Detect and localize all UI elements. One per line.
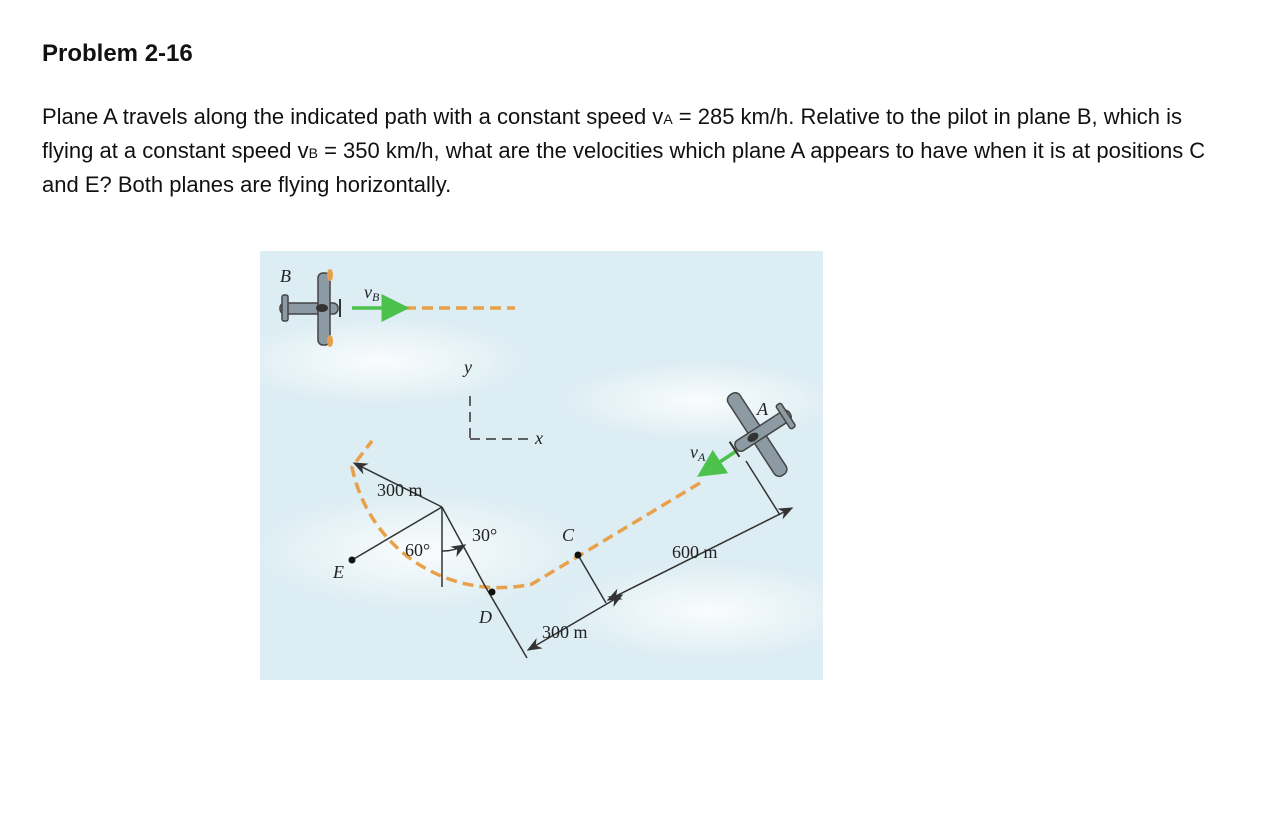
- figure-canvas: [260, 251, 823, 680]
- radius-300-label: 300 m: [377, 480, 423, 500]
- dimension-300-bottom-label: 300 m: [542, 622, 588, 642]
- point-c-label: C: [562, 525, 575, 545]
- point-e-label: E: [333, 562, 344, 582]
- statement-part-1: Plane A travels along the indicated path with a constant speed v: [42, 104, 664, 129]
- x-axis-label: x: [535, 428, 543, 448]
- statement-part-3: = 350 km/h, what are the velocities which plane A appears to have when it is at positions C and E? Both planes are flying horizontally.: [42, 138, 1206, 197]
- problem-statement: [42, 101, 1232, 200]
- statement-part-2: = 285 km/h. Relative to the pilot in plane B, which is flying at a constant speed v: [42, 104, 1182, 163]
- angle-60-label: 60°: [405, 540, 431, 560]
- y-axis-label: y: [464, 357, 472, 377]
- subscript-a: A: [663, 111, 673, 127]
- subscript-b: B: [308, 145, 318, 161]
- va-subscript: A: [698, 450, 706, 464]
- point-d-marker: [489, 589, 496, 596]
- problem-title: Problem 2-16: [42, 40, 193, 67]
- problem-figure: [260, 251, 823, 680]
- plane-b-label: B: [280, 266, 291, 286]
- point-e-marker: [349, 557, 356, 564]
- plane-a-label: A: [757, 399, 768, 419]
- point-d-label: D: [479, 607, 492, 627]
- vb-subscript: B: [372, 290, 380, 304]
- va-symbol: v: [690, 442, 698, 462]
- point-c-marker: [575, 552, 582, 559]
- vb-symbol: v: [364, 282, 372, 302]
- angle-30-label: 30°: [472, 525, 498, 545]
- dimension-600-label: 600 m: [672, 542, 718, 562]
